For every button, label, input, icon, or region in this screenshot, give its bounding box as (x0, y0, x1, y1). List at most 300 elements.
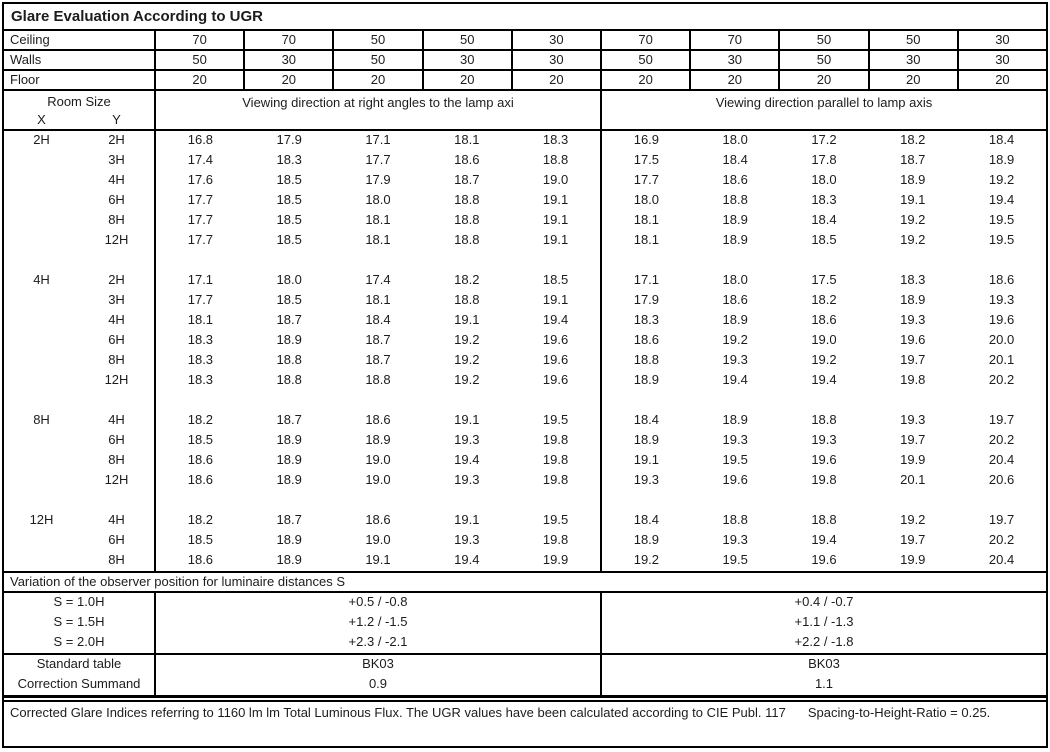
variation-row-label: S = 1.0H (53, 594, 105, 609)
surface-label: Walls (10, 52, 42, 67)
summary-row (4, 655, 1046, 675)
ugr-value: 18.5 (811, 232, 837, 247)
ugr-value (600, 391, 691, 411)
ugr-value: 19.3 (722, 352, 748, 367)
surface-value: 70 (154, 31, 243, 49)
ugr-value: 18.3 (900, 272, 926, 287)
ugr-data-blocks (4, 131, 1046, 571)
ugr-value: 18.6 (365, 512, 391, 527)
surface-value: 70 (600, 31, 689, 49)
surface-value: 20 (600, 71, 689, 89)
ugr-value: 19.7 (900, 432, 926, 447)
ugr-value: 19.4 (988, 192, 1015, 207)
ugr-value: 18.4 (365, 312, 391, 327)
ugr-table-row (4, 211, 1046, 231)
ugr-table-row (4, 231, 1046, 251)
ugr-value (691, 251, 780, 271)
sheet-title: Glare Evaluation According to UGR (11, 7, 263, 25)
ugr-value: 18.3 (811, 192, 837, 207)
ugr-value (334, 251, 423, 271)
surface-value: 20 (778, 71, 867, 89)
room-y-label: 3H (108, 292, 125, 307)
ugr-value: 19.1 (454, 412, 480, 427)
ugr-value (154, 251, 245, 271)
ugr-value: 18.0 (811, 172, 837, 187)
block-gap-row (4, 491, 1046, 511)
ugr-value: 19.8 (811, 472, 837, 487)
room-y-label: 6H (108, 432, 125, 447)
ugr-value: 19.1 (542, 212, 569, 227)
ugr-value (422, 491, 511, 511)
ugr-value: 19.6 (542, 352, 569, 367)
right-angles-header: Viewing direction at right angles to the lamp axi (154, 91, 600, 129)
room-y-label: 2H (108, 132, 125, 147)
room-y-label: 8H (108, 452, 125, 467)
summary-rows (4, 655, 1046, 698)
ugr-value: 18.9 (365, 432, 391, 447)
room-x-label (4, 451, 79, 471)
ugr-value: 19.3 (900, 312, 926, 327)
ugr-value: 18.6 (988, 272, 1015, 287)
ugr-table-row (4, 471, 1046, 491)
ugr-value: 19.6 (811, 452, 837, 467)
ugr-value (868, 491, 957, 511)
ugr-value: 19.3 (811, 432, 837, 447)
surface-value: 20 (422, 71, 511, 89)
ugr-table-row (4, 151, 1046, 171)
ugr-value: 18.8 (454, 192, 480, 207)
ugr-value: 18.9 (900, 292, 926, 307)
ugr-value: 18.2 (454, 272, 480, 287)
variation-rows (4, 593, 1046, 655)
ugr-table-row (4, 411, 1046, 431)
ugr-value: 19.8 (542, 452, 569, 467)
ugr-value: 18.7 (365, 332, 391, 347)
ugr-value: 18.8 (811, 412, 837, 427)
room-x-label (4, 331, 79, 351)
ugr-value: 18.6 (154, 551, 245, 571)
variation-row-label: S = 1.5H (53, 614, 105, 629)
ugr-value: 18.9 (600, 531, 691, 551)
surface-row (4, 71, 1046, 91)
ugr-value (422, 391, 511, 411)
ugr-value: 19.3 (454, 432, 480, 447)
room-x-label (4, 191, 79, 211)
ugr-value (245, 391, 334, 411)
ugr-value: 17.9 (276, 132, 302, 147)
ugr-value: 18.0 (600, 191, 691, 211)
ugr-value: 19.2 (900, 512, 926, 527)
ugr-value: 19.9 (542, 552, 569, 567)
ugr-value: 18.1 (454, 132, 480, 147)
ugr-table-row (4, 271, 1046, 291)
table-header-row (4, 91, 1046, 131)
ugr-value (957, 251, 1046, 271)
ugr-value (511, 391, 600, 411)
ugr-value: 17.5 (811, 272, 837, 287)
room-x-label (4, 251, 79, 271)
ugr-value: 18.3 (542, 132, 569, 147)
ugr-value (154, 391, 245, 411)
ugr-value: 19.1 (542, 232, 569, 247)
ugr-value (600, 251, 691, 271)
ugr-value: 18.4 (988, 132, 1015, 147)
ugr-value: 17.1 (600, 271, 691, 291)
footer-note (4, 700, 1046, 752)
room-y-label: 4H (108, 412, 125, 427)
ugr-value: 18.2 (900, 132, 926, 147)
room-x-label (4, 431, 79, 451)
summary-row-right-angles: 0.9 (154, 675, 600, 695)
ugr-value: 20.2 (988, 532, 1015, 547)
ugr-value: 19.2 (900, 212, 926, 227)
ugr-value: 20.4 (988, 452, 1015, 467)
ugr-value: 18.5 (276, 232, 302, 247)
ugr-value: 19.2 (811, 352, 837, 367)
ugr-value: 19.4 (454, 452, 480, 467)
ugr-table-row (4, 451, 1046, 471)
ugr-value: 18.0 (276, 272, 302, 287)
ugr-value (511, 491, 600, 511)
sheet-title-row (4, 4, 1046, 31)
surface-value: 30 (511, 31, 600, 49)
surface-value: 20 (689, 71, 778, 89)
room-x-label (4, 491, 79, 511)
ugr-value: 19.3 (454, 472, 480, 487)
ugr-value: 18.1 (600, 231, 691, 251)
room-y-label: 6H (108, 192, 125, 207)
ugr-value: 19.6 (811, 552, 837, 567)
ugr-table-row (4, 291, 1046, 311)
room-x-label: 8H (33, 412, 50, 427)
ugr-value (154, 491, 245, 511)
ugr-value: 18.0 (722, 272, 748, 287)
ugr-value: 18.6 (365, 412, 391, 427)
ugr-value: 18.8 (722, 192, 748, 207)
ugr-value: 18.0 (365, 192, 391, 207)
ugr-value: 18.2 (154, 511, 245, 531)
room-x-label (4, 371, 79, 391)
room-x-label (4, 471, 79, 491)
ugr-value: 19.3 (454, 532, 480, 547)
room-size-header (4, 91, 154, 129)
summary-row-label: Correction Summand (17, 676, 141, 691)
ugr-value: 20.2 (988, 372, 1015, 387)
ugr-value: 16.9 (600, 131, 691, 151)
ugr-value: 19.1 (900, 192, 926, 207)
ugr-value: 18.5 (154, 531, 245, 551)
variation-row-parallel: +0.4 / -0.7 (600, 593, 1046, 613)
ugr-value: 18.5 (542, 272, 569, 287)
room-x-label (4, 231, 79, 251)
room-y-label: 6H (108, 332, 125, 347)
summary-row-right-angles: BK03 (154, 655, 600, 675)
ugr-value: 19.3 (900, 412, 926, 427)
summary-row-parallel: 1.1 (600, 675, 1046, 695)
ugr-value: 19.1 (542, 192, 569, 207)
ugr-value: 19.4 (811, 532, 837, 547)
ugr-value: 19.7 (988, 412, 1015, 427)
ugr-value: 19.2 (722, 332, 748, 347)
ugr-table-row (4, 371, 1046, 391)
surface-value: 20 (332, 71, 421, 89)
ugr-value: 17.7 (154, 291, 245, 311)
ugr-value: 18.6 (722, 172, 748, 187)
ugr-value (245, 251, 334, 271)
surface-value: 20 (243, 71, 332, 89)
ugr-value: 18.7 (276, 412, 302, 427)
ugr-table-row (4, 511, 1046, 531)
ugr-value: 18.6 (722, 292, 748, 307)
ugr-value: 19.7 (988, 512, 1015, 527)
block-gap-row (4, 391, 1046, 411)
ugr-value: 20.1 (900, 472, 926, 487)
variation-row (4, 633, 1046, 653)
ugr-value: 18.9 (722, 412, 748, 427)
ugr-value: 19.5 (542, 412, 569, 427)
ugr-value: 17.1 (365, 132, 391, 147)
surface-value: 20 (511, 71, 600, 89)
ugr-value: 20.6 (988, 472, 1015, 487)
ugr-value: 18.3 (600, 311, 691, 331)
ugr-value: 16.8 (154, 131, 245, 151)
ugr-table-row (4, 131, 1046, 151)
ugr-table-row (4, 171, 1046, 191)
room-x-label (4, 291, 79, 311)
ugr-value: 18.8 (276, 372, 302, 387)
ugr-value: 18.4 (600, 411, 691, 431)
ugr-value: 18.9 (722, 232, 748, 247)
ugr-evaluation-sheet (2, 2, 1048, 748)
ugr-table-row (4, 331, 1046, 351)
ugr-value: 19.5 (722, 452, 748, 467)
ugr-value: 18.9 (600, 371, 691, 391)
ugr-value: 19.7 (900, 532, 926, 547)
room-y-label: 4H (108, 512, 125, 527)
variation-row (4, 593, 1046, 613)
ugr-value: 18.8 (600, 351, 691, 371)
ugr-value: 19.1 (454, 312, 480, 327)
ugr-value (334, 391, 423, 411)
ugr-value: 17.9 (365, 172, 391, 187)
ugr-value: 18.7 (900, 152, 926, 167)
ugr-value: 18.9 (722, 212, 748, 227)
ugr-value: 18.9 (276, 552, 302, 567)
ugr-value: 18.9 (276, 472, 302, 487)
ugr-value: 19.2 (900, 232, 926, 247)
ugr-value: 18.9 (276, 532, 302, 547)
ugr-value: 19.2 (600, 551, 691, 571)
ugr-value: 19.0 (365, 532, 391, 547)
room-size-label: Room Size (47, 94, 111, 109)
ugr-value: 19.2 (454, 372, 480, 387)
surface-value: 30 (957, 31, 1046, 49)
room-y-label (79, 391, 154, 411)
ugr-value: 18.6 (154, 471, 245, 491)
ugr-value: 18.0 (722, 132, 748, 147)
ugr-value: 17.6 (154, 171, 245, 191)
ugr-value (868, 251, 957, 271)
room-x-label (4, 311, 79, 331)
room-y-label: 2H (108, 272, 125, 287)
ugr-value: 18.9 (276, 332, 302, 347)
ugr-value: 17.7 (154, 231, 245, 251)
ugr-value: 19.8 (542, 432, 569, 447)
room-y-label: 4H (108, 312, 125, 327)
ugr-value: 18.9 (722, 312, 748, 327)
ugr-value: 19.1 (365, 552, 391, 567)
ugr-value: 19.5 (988, 212, 1015, 227)
ugr-value: 18.3 (154, 331, 245, 351)
ugr-value: 18.8 (722, 512, 748, 527)
ugr-value: 18.8 (811, 512, 837, 527)
summary-row (4, 675, 1046, 695)
ugr-value (780, 491, 869, 511)
ugr-value: 19.6 (542, 332, 569, 347)
room-y-label (79, 491, 154, 511)
ugr-value: 19.1 (600, 451, 691, 471)
room-x-label (4, 531, 79, 551)
ugr-value: 18.7 (276, 512, 302, 527)
variation-row-label: S = 2.0H (53, 634, 105, 649)
ugr-value: 19.8 (542, 532, 569, 547)
footer-ratio-text: Spacing-to-Height-Ratio = 0.25. (807, 705, 991, 720)
room-x-label (4, 151, 79, 171)
surface-value: 50 (778, 51, 867, 69)
ugr-value: 18.8 (454, 232, 480, 247)
ugr-value: 18.8 (454, 292, 480, 307)
ugr-value: 18.2 (811, 292, 837, 307)
ugr-value: 18.4 (722, 152, 748, 167)
variation-row-right-angles: +1.2 / -1.5 (154, 613, 600, 633)
surface-value: 30 (243, 51, 332, 69)
ugr-value: 19.4 (542, 312, 569, 327)
ugr-value: 19.5 (988, 232, 1015, 247)
ugr-value: 19.4 (722, 372, 748, 387)
ugr-value: 19.7 (900, 352, 926, 367)
ugr-value (691, 491, 780, 511)
surface-value: 30 (422, 51, 511, 69)
surface-value: 30 (511, 51, 600, 69)
surface-row (4, 31, 1046, 51)
surface-value: 50 (778, 31, 867, 49)
ugr-value: 20.0 (988, 332, 1015, 347)
ugr-value (780, 251, 869, 271)
ugr-value: 20.1 (988, 352, 1015, 367)
ugr-value: 20.2 (988, 432, 1015, 447)
parallel-header: Viewing direction parallel to lamp axis (600, 91, 1046, 129)
ugr-value: 17.7 (365, 152, 391, 167)
ugr-value: 18.5 (276, 172, 302, 187)
ugr-value: 19.0 (365, 472, 391, 487)
ugr-value: 18.7 (365, 352, 391, 367)
ugr-value: 19.6 (722, 472, 748, 487)
surface-label: Floor (10, 72, 40, 87)
ugr-value: 19.1 (542, 292, 569, 307)
room-y-label: 8H (108, 352, 125, 367)
ugr-value: 17.4 (365, 272, 391, 287)
room-y-label: 4H (108, 172, 125, 187)
ugr-value: 19.5 (722, 552, 748, 567)
ugr-value: 19.2 (454, 352, 480, 367)
ugr-table-row (4, 531, 1046, 551)
ugr-value: 17.5 (600, 151, 691, 171)
ugr-value: 18.9 (900, 172, 926, 187)
ugr-value: 17.4 (154, 151, 245, 171)
ugr-value (868, 391, 957, 411)
ugr-value (422, 251, 511, 271)
ugr-value: 19.9 (900, 452, 926, 467)
ugr-value: 18.5 (276, 292, 302, 307)
surface-reflectance-rows (4, 31, 1046, 91)
ugr-value: 19.0 (811, 332, 837, 347)
surface-value: 50 (332, 51, 421, 69)
ugr-table-row (4, 431, 1046, 451)
ugr-value (600, 491, 691, 511)
ugr-value: 18.9 (600, 431, 691, 451)
surface-label: Ceiling (10, 32, 50, 47)
ugr-value (957, 491, 1046, 511)
ugr-value: 19.0 (365, 452, 391, 467)
ugr-value: 19.6 (542, 372, 569, 387)
variation-row-right-angles: +2.3 / -2.1 (154, 633, 600, 653)
ugr-value: 17.2 (811, 132, 837, 147)
ugr-value: 19.2 (988, 172, 1015, 187)
ugr-value: 17.1 (154, 271, 245, 291)
surface-value: 50 (332, 31, 421, 49)
ugr-value: 18.1 (365, 212, 391, 227)
surface-value: 20 (957, 71, 1046, 89)
room-x-header: X (37, 112, 46, 127)
room-y-label: 6H (108, 532, 125, 547)
ugr-value: 18.9 (988, 152, 1015, 167)
room-size-axes (4, 111, 154, 131)
ugr-value: 18.3 (276, 152, 302, 167)
variation-row-right-angles: +0.5 / -0.8 (154, 593, 600, 613)
surface-value: 20 (154, 71, 243, 89)
ugr-value: 18.6 (600, 331, 691, 351)
ugr-value: 18.1 (365, 232, 391, 247)
ugr-value: 18.8 (542, 152, 569, 167)
ugr-value (511, 251, 600, 271)
ugr-value: 18.9 (276, 452, 302, 467)
surface-row (4, 51, 1046, 71)
ugr-value (245, 491, 334, 511)
ugr-value: 18.4 (811, 212, 837, 227)
surface-value: 50 (422, 31, 511, 49)
ugr-table-row (4, 551, 1046, 571)
ugr-value: 19.6 (900, 332, 926, 347)
ugr-value: 18.9 (276, 432, 302, 447)
room-y-label: 8H (108, 552, 125, 567)
ugr-value (334, 491, 423, 511)
block-gap-row (4, 251, 1046, 271)
ugr-value: 18.6 (154, 451, 245, 471)
ugr-value: 18.8 (365, 372, 391, 387)
variation-row (4, 613, 1046, 633)
ugr-value (780, 391, 869, 411)
ugr-value: 19.8 (900, 372, 926, 387)
room-y-label (79, 251, 154, 271)
ugr-value: 19.3 (722, 432, 748, 447)
variation-row-parallel: +1.1 / -1.3 (600, 613, 1046, 633)
ugr-value: 18.8 (454, 212, 480, 227)
ugr-value (957, 391, 1046, 411)
surface-value: 50 (868, 31, 957, 49)
ugr-value: 18.2 (154, 411, 245, 431)
ugr-value: 19.4 (454, 552, 480, 567)
ugr-value: 19.3 (722, 532, 748, 547)
